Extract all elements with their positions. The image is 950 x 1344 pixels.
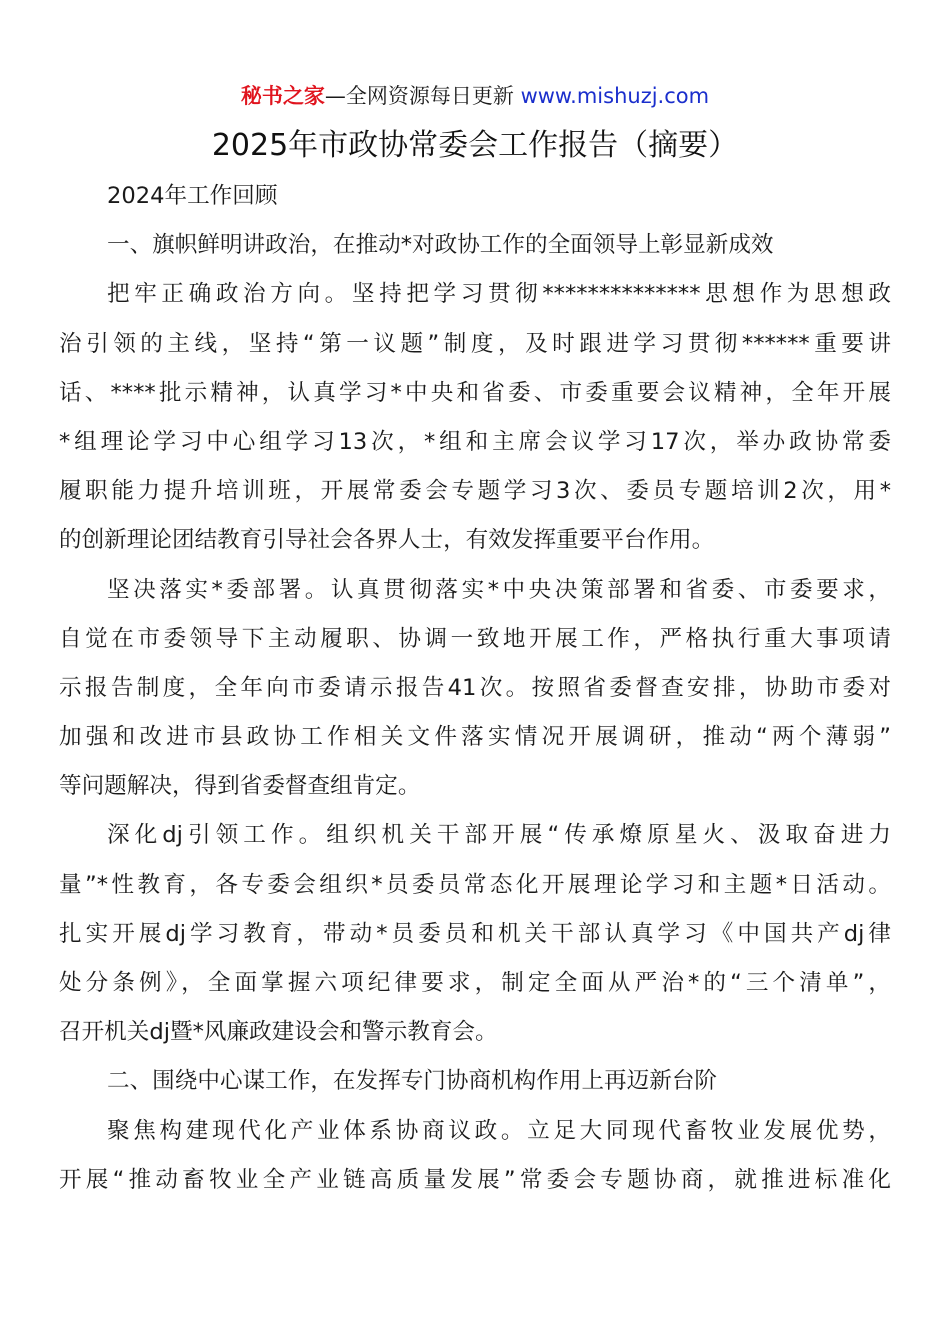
section-heading: 二、围绕中心谋工作，在发挥专门协商机构作用上再迈新台阶 xyxy=(107,1068,718,1095)
header-url[interactable]: www.mishuzj.com xyxy=(520,84,710,108)
paragraph-line: 量”*性教育，各专委会组织*员委员常态化开展理论学习和主题*日活动。 xyxy=(59,871,891,898)
paragraph-line: 处分条例》，全面掌握六项纪律要求，制定全面从严治*的“三个清单”， xyxy=(59,970,891,996)
paragraph-line: 深化dj引领工作。组织机关干部开展“传承燎原星火、汲取奋进力 xyxy=(107,822,891,849)
paragraph-line: 开展“推动畜牧业全产业链高质量发展”常委会专题协商，就推进标准化 xyxy=(59,1166,891,1193)
paragraph-line: 把牢正确政治方向。坚持把学习贯彻**************思想作为思想政 xyxy=(107,281,891,308)
paragraph-line: 话、****批示精神，认真学习*中央和省委、市委重要会议精神，全年开展 xyxy=(59,379,891,406)
paragraph-line: 扎实开展dj学习教育，带动*员委员和机关干部认真学习《中国共产dj律 xyxy=(59,920,891,947)
document-body xyxy=(59,172,891,1205)
header-tagline: —全网资源每日更新 xyxy=(324,84,514,108)
brand-name: 秘书之家 xyxy=(240,84,325,108)
paragraph-line: 示报告制度，全年向市委请示报告41次。按照省委督查安排，协助市委对 xyxy=(59,674,891,701)
paragraph-line: 聚焦构建现代化产业体系协商议政。立足大同现代畜牧业发展优势， xyxy=(107,1117,891,1144)
paragraph-line: 加强和改进市县政协工作相关文件落实情况开展调研，推动“两个薄弱” xyxy=(59,724,891,751)
paragraph-line: 的创新理论团结教育引导社会各界人士，有效发挥重要平台作用。 xyxy=(59,527,715,554)
paragraph-line: 等问题解决，得到省委督查组肯定。 xyxy=(59,773,421,800)
site-header xyxy=(0,80,950,112)
paragraph-line: 自觉在市委领导下主动履职、协调一致地开展工作，严格执行重大事项请 xyxy=(59,625,891,652)
paragraph-line: 履职能力提升培训班，开展常委会专题学习3次、委员专题培训2次，用* xyxy=(59,478,891,505)
paragraph-line: 坚决落实*委部署。认真贯彻落实*中央决策部署和省委、市委要求， xyxy=(107,576,891,603)
document-title: 2025年市政协常委会工作报告（摘要） xyxy=(211,128,739,163)
paragraph-line: 召开机关dj暨*风廉政建设会和警示教育会。 xyxy=(59,1019,498,1046)
paragraph-line: *组理论学习中心组学习13次，*组和主席会议学习17次，举办政协常委 xyxy=(59,428,891,455)
section-heading: 一、旗帜鲜明讲政治，在推动*对政协工作的全面领导上彰显新成效 xyxy=(107,232,774,259)
section-subheading: 2024年工作回顾 xyxy=(107,183,278,209)
paragraph-line: 治引领的主线，坚持“第一议题”制度，及时跟进学习贯彻******重要讲 xyxy=(59,330,891,357)
